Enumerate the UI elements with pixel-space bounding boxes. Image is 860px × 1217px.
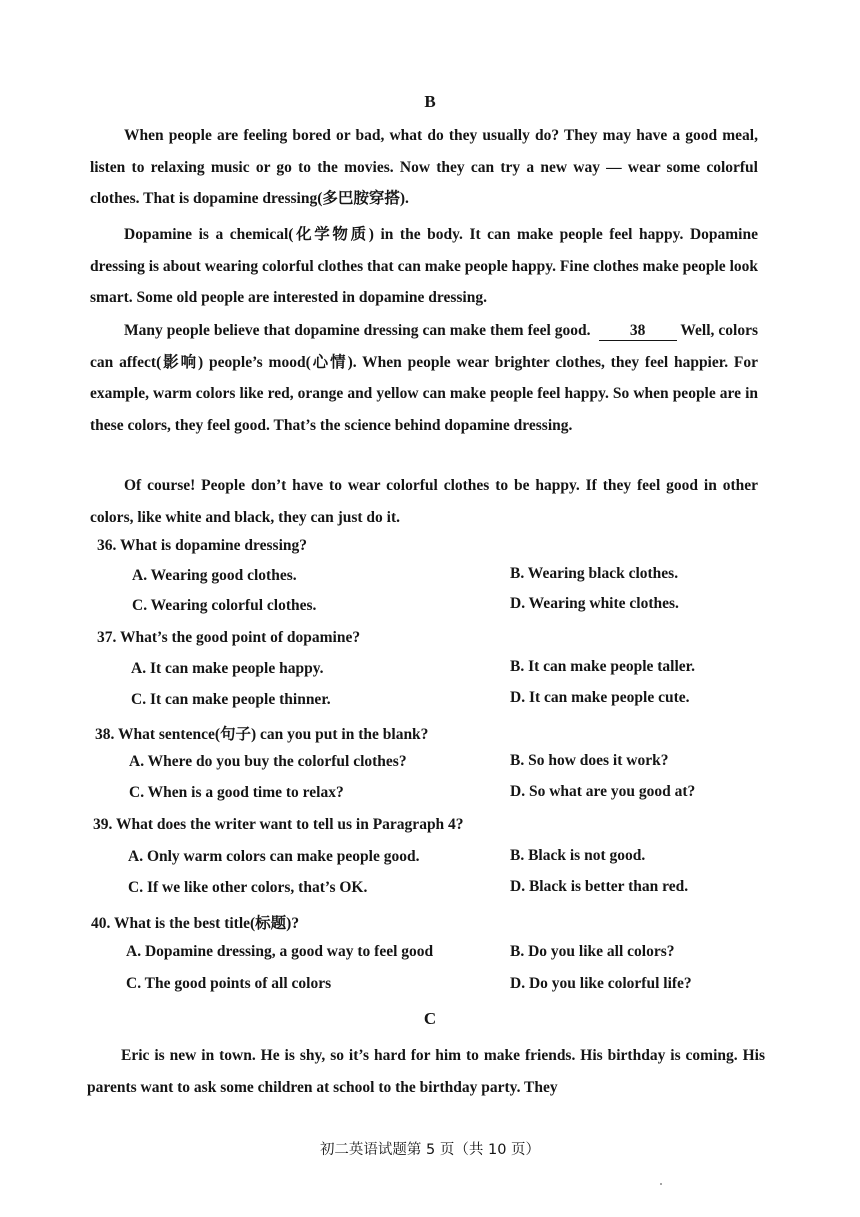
question-39-option-b: B. Black is not good. [510, 847, 646, 864]
question-37-option-a: A. It can make people happy. [131, 660, 324, 677]
question-38-option-c: C. When is a good time to relax? [129, 784, 344, 801]
passage-c-paragraph-1: Eric is new in town. He is shy, so it’s hard for him to make friends. His birthday is coming. His parents want to ask some children at school to the birthday party. They [87, 1047, 765, 1096]
question-39-option-a: A. Only warm colors can make people good. [128, 848, 420, 865]
question-36-option-a: A. Wearing good clothes. [132, 567, 297, 584]
question-39-stem: 39. What does the writer want to tell us in Paragraph 4? [93, 816, 464, 833]
passage-b-paragraph-3: Many people believe that dopamine dressing can make them feel good. 38 Well, colors can affect(影响) people’s mood(心情). When people wear brighter clothes, they feel happier. For example, warm colors like red, orange and yellow can make people feel happy. So when people are in these colors, they feel good. That’s the science behind dopamine dressing. [90, 322, 758, 434]
question-40-option-d: D. Do you like colorful life? [510, 975, 692, 992]
question-38-stem: 38. What sentence(句子) can you put in the blank? [95, 726, 429, 743]
question-36-option-d: D. Wearing white clothes. [510, 595, 679, 612]
question-36-option-c: C. Wearing colorful clothes. [132, 597, 317, 614]
question-38-option-d: D. So what are you good at? [510, 783, 696, 800]
question-40-option-c: C. The good points of all colors [126, 975, 332, 992]
question-40-option-a: A. Dopamine dressing, a good way to feel good [126, 943, 434, 960]
question-36-stem: 36. What is dopamine dressing? [97, 537, 308, 554]
scan-speck [660, 1183, 662, 1185]
question-37-option-d: D. It can make people cute. [510, 689, 690, 706]
question-37-option-c: C. It can make people thinner. [131, 691, 331, 708]
passage-b-paragraph-4: Of course! People don’t have to wear colorful clothes to be happy. If they feel good in other colors, like white and black, they can just do it. [90, 477, 758, 526]
question-40-option-b: B. Do you like all colors? [510, 943, 675, 960]
section-c-heading: C [423, 1009, 437, 1028]
question-38-option-b: B. So how does it work? [510, 752, 669, 769]
page-footer: 初二英语试题第 5 页（共 10 页） [319, 1142, 541, 1158]
question-39-option-c: C. If we like other colors, that’s OK. [128, 879, 368, 896]
answer-blank-38: 38 [599, 322, 677, 341]
passage-b-paragraph-2: Dopamine is a chemical(化学物质) in the body. It can make people feel happy. Dopamine dressing is about wearing colorful clothes that can make people happy. Fine clothes make people look smart. Some old people are interested in dopamine dressing. [90, 226, 758, 306]
question-40-stem: 40. What is the best title(标题)? [91, 915, 300, 932]
question-37-option-b: B. It can make people taller. [510, 658, 695, 675]
passage-b-paragraph-1: When people are feeling bored or bad, what do they usually do? They may have a good meal, listen to relaxing music or go to the movies. Now they can try a new way — wear some colorful clothes. That is dopamine dressing(多巴胺穿搭). [90, 127, 758, 207]
question-39-option-d: D. Black is better than red. [510, 878, 689, 895]
section-b-heading: B [424, 92, 436, 111]
question-36-option-b: B. Wearing black clothes. [510, 565, 679, 582]
question-38-option-a: A. Where do you buy the colorful clothes? [129, 753, 407, 770]
question-37-stem: 37. What’s the good point of dopamine? [97, 629, 361, 646]
